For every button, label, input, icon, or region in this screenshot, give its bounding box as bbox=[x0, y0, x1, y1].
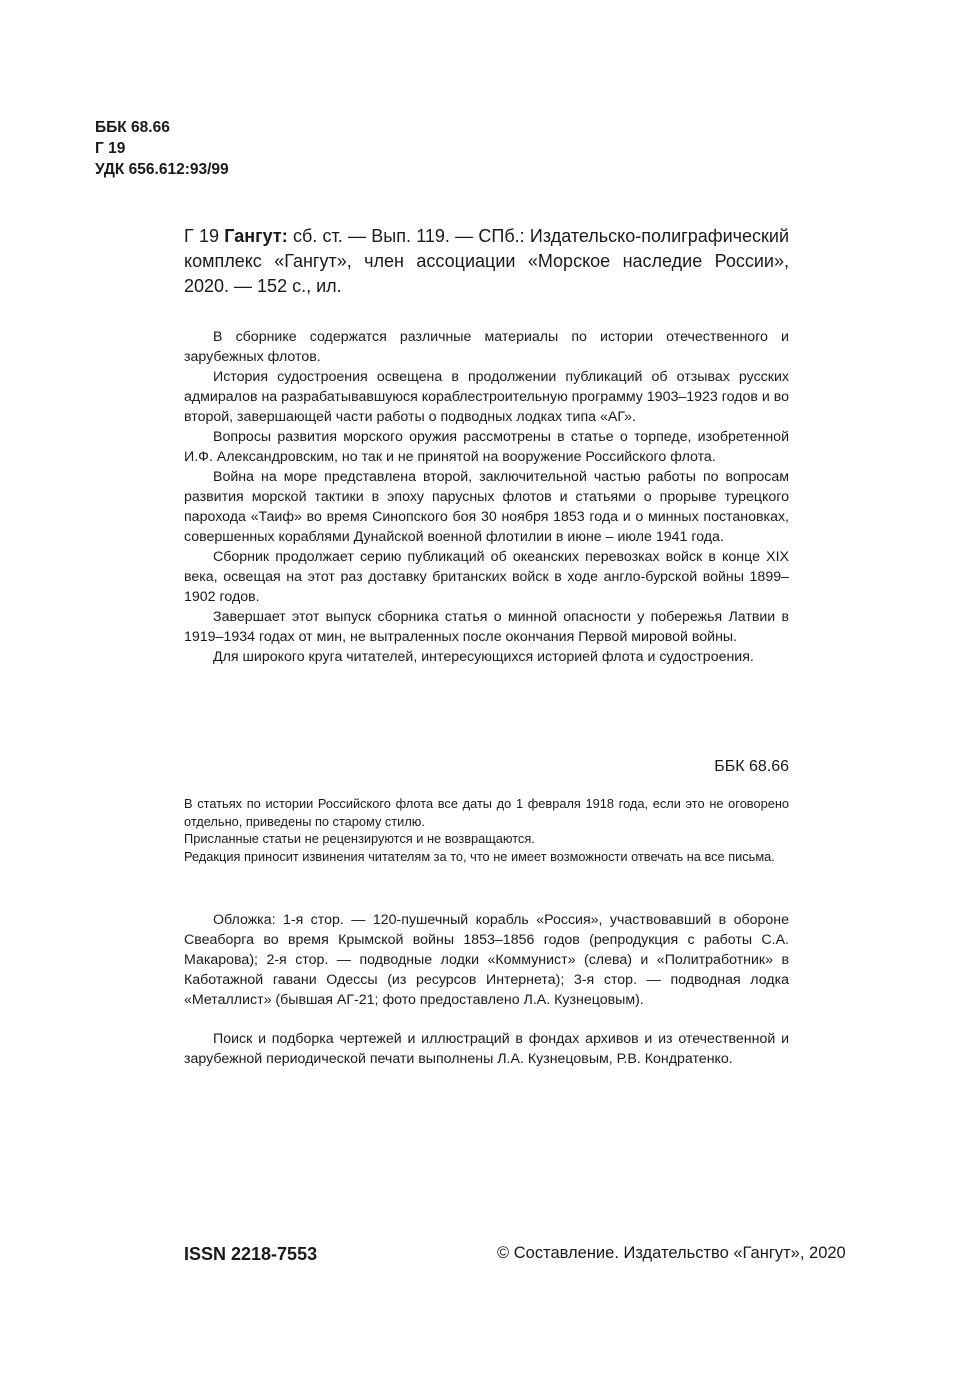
author-mark: Г 19 bbox=[95, 140, 126, 157]
classification-codes bbox=[95, 117, 229, 180]
abstract bbox=[184, 327, 789, 667]
illustration-credits bbox=[184, 1029, 789, 1069]
note: Редакция приносит извинения читателям за то, что не имеет возможности отвечать на все письма. bbox=[184, 848, 775, 864]
abstract-paragraph: Для широкого круга читателей, интересующихся историей флота и судостроения. bbox=[213, 649, 754, 665]
author-mark-prefix: Г 19 bbox=[184, 226, 220, 246]
credits-text: Поиск и подборка чертежей и иллюстраций в фондах архивов и из отечественной и зарубежной периодической печати выполнены Л.А. Кузнецовым, Р.В. Кондратенко. bbox=[184, 1031, 789, 1067]
copyright: © Составление. Издательство «Гангут», 2020 bbox=[497, 1244, 846, 1262]
abstract-paragraph: Вопросы развития морского оружия рассмотрены в статье о торпеде, изобретенной И.Ф. Александровским, но так и не принятой на вооружение Российского флота. bbox=[184, 429, 789, 465]
cover-description bbox=[184, 910, 789, 1010]
abstract-paragraph: История судостроения освещена в продолжении публикаций об отзывах русских адмиралов на разрабатывавшуюся кораблестроительную программу 1903–1923 годов и во второй, завершающей части работы о подводных лодках типа «АГ». bbox=[184, 369, 789, 425]
cover-text: Обложка: 1-я стор. — 120-пушечный корабль «Россия», участвовавший в обороне Свеаборга во время Крымской войны 1853–1856 годов (репродукция с работы С.А. Макарова); 2-я стор. — подводные лодки «Коммунист» (слева) и «Политработник» в Каботажной гавани Одессы (из ресурсов Интернета); 3-я стор. — подводная лодка «Металлист» (бывшая АГ-21; фото предоставлено Л.А. Кузнецовым). bbox=[184, 912, 789, 1008]
bibliographic-text: сб. ст. — Вып. 119. — СПб.: Издательско-полиграфический комплекс «Гангут», член ассоциации «Морское наследие России», 2020. — 152 с., ил. bbox=[184, 226, 789, 296]
collection-title: Гангут: bbox=[224, 226, 288, 246]
bibliographic-record bbox=[184, 224, 789, 299]
bbk-code-right: ББК 68.66 bbox=[714, 758, 789, 775]
note: В статьях по истории Российского флота все даты до 1 февраля 1918 года, если это не оговорено отдельно, приведены по старому стилю. bbox=[184, 796, 789, 829]
abstract-paragraph: Завершает этот выпуск сборника статья о минной опасности у побережья Латвии в 1919–1934 годах от мин, не вытраленных после окончания Первой мировой войны. bbox=[184, 609, 789, 645]
abstract-paragraph: Сборник продолжает серию публикаций об океанских перевозках войск в конце XIX века, освещая на этот раз доставку британских войск в ходе англо-бурской войны 1899–1902 годов. bbox=[184, 549, 789, 605]
udk-code: УДК 656.612:93/99 bbox=[95, 161, 229, 178]
abstract-paragraph: Война на море представлена второй, заключительной частью работы по вопросам развития морской тактики в эпоху парусных флотов и статьями о прорыве турецкого парохода «Таиф» во время Синопского боя 30 ноября 1853 года и о минных постановках, совершенных кораблями Дунайской военной флотилии в июне – июле 1941 года. bbox=[184, 469, 789, 545]
editorial-notes bbox=[184, 795, 789, 865]
abstract-paragraph: В сборнике содержатся различные материалы по истории отечественного и зарубежных флотов. bbox=[184, 329, 789, 365]
bbk-code: ББК 68.66 bbox=[95, 119, 170, 136]
note: Присланные статьи не рецензируются и не возвращаются. bbox=[184, 831, 535, 846]
issn: ISSN 2218-7553 bbox=[184, 1244, 318, 1264]
